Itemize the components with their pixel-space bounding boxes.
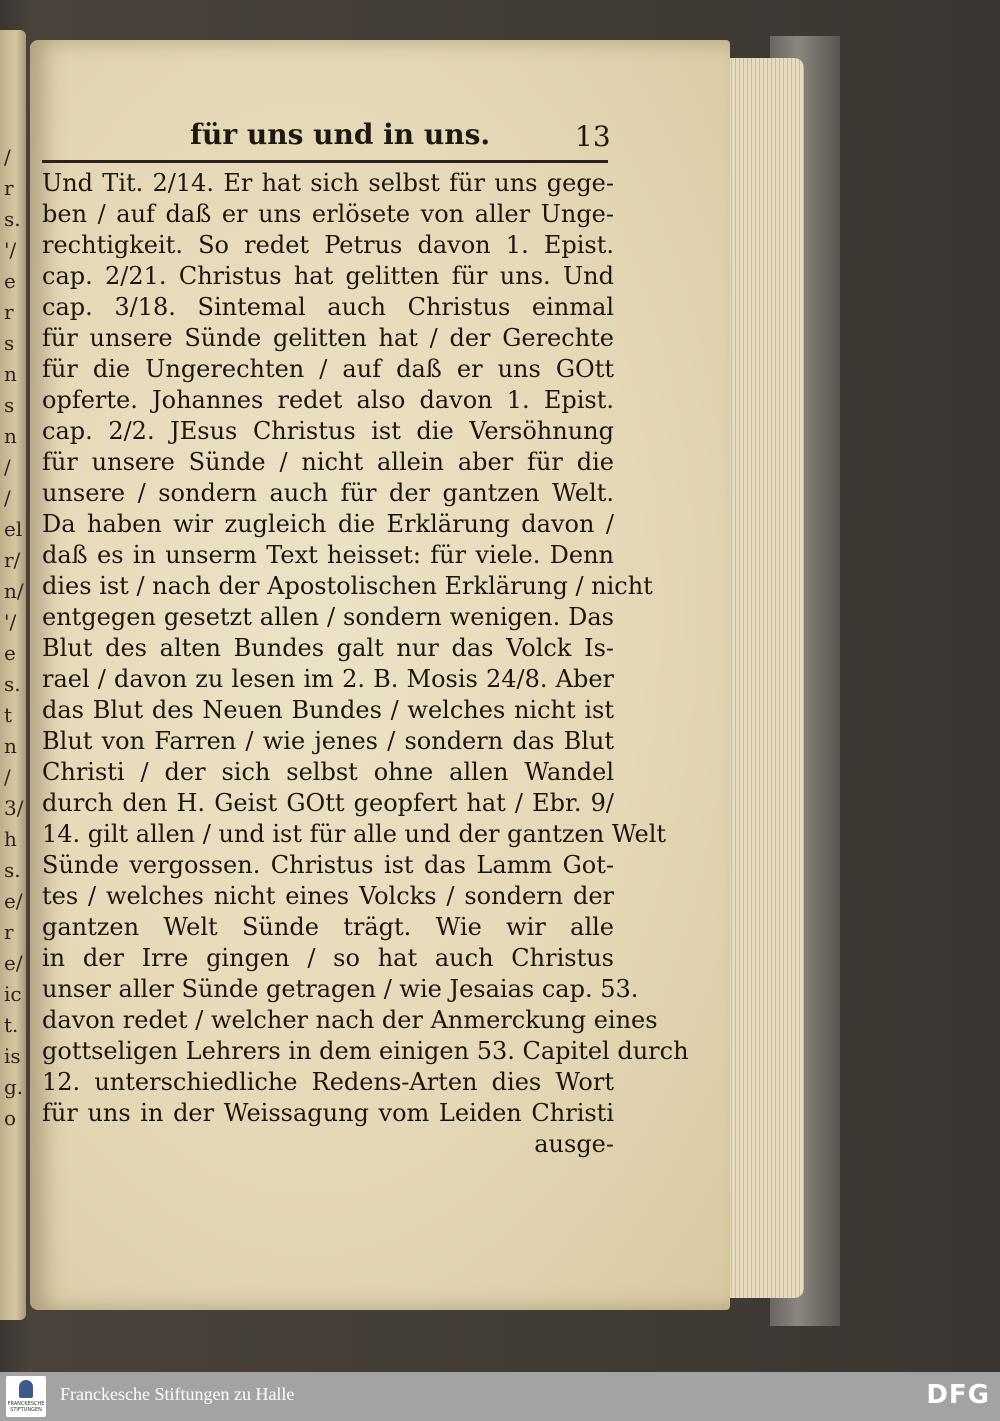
institution-logo <box>6 1376 46 1417</box>
text-line: für unsere Sünde / nicht allein aber für die <box>42 448 614 476</box>
left-page-fragment: r <box>4 920 14 944</box>
text-line: 12. unterschiedliche Redens-Arten dies Wort <box>42 1068 614 1096</box>
left-page-fragment: n <box>4 424 17 448</box>
running-head-title: für uns und in uns. <box>190 118 491 151</box>
left-page-fragment: 3/ <box>4 796 24 820</box>
text-line: rechtigkeit. So redet Petrus davon 1. Epist. <box>42 231 614 259</box>
text-line: Blut des alten Bundes galt nur das Volck Is- <box>42 634 614 662</box>
text-line: tes / welches nicht eines Volcks / sondern der <box>42 882 614 910</box>
text-line: cap. 3/18. Sintemal auch Christus einmal <box>42 293 614 321</box>
left-page-fragment: s. <box>4 858 21 882</box>
left-page-fragment: / <box>4 455 11 479</box>
body-text <box>42 168 689 1160</box>
institution-name: Franckesche Stiftungen zu Halle <box>60 1384 295 1404</box>
left-page-fragment: s. <box>4 207 21 231</box>
left-page-fragment: e <box>4 269 16 293</box>
left-page-fragment: t <box>4 703 13 727</box>
left-page-fragment: el <box>4 517 23 541</box>
text-line: dies ist / nach der Apostolischen Erklärung / nicht <box>42 572 653 600</box>
left-page-fragment: e <box>4 641 16 665</box>
left-page-fragment: n/ <box>4 579 24 603</box>
left-page-fragment: s <box>4 331 15 355</box>
left-page-fragment: / <box>4 145 11 169</box>
text-line: das Blut des Neuen Bundes / welches nicht ist <box>42 696 614 724</box>
running-head <box>30 118 730 162</box>
header-rule <box>42 160 608 163</box>
orphanage-icon <box>19 1380 33 1398</box>
text-line: Christi / der sich selbst ohne allen Wandel <box>42 758 614 786</box>
text-line: Blut von Farren / wie jenes / sondern das Blut <box>42 727 614 755</box>
text-line: Da haben wir zugleich die Erklärung davon / <box>42 510 614 538</box>
text-line: gottseligen Lehrers in dem einigen 53. Capitel durch <box>42 1037 689 1065</box>
text-line: für die Ungerechten / auf daß er uns GOtt <box>42 355 614 383</box>
left-page-fragment: / <box>4 765 11 789</box>
left-page-fragment: s <box>4 393 15 417</box>
left-page-fragment: ic <box>4 982 22 1006</box>
book-page <box>30 40 730 1310</box>
catchword: ausge- <box>534 1130 614 1158</box>
left-page-fragment: o <box>4 1106 17 1130</box>
text-line: 14. gilt allen / und ist für alle und der gantzen Welt <box>42 820 667 848</box>
text-line: gantzen Welt Sünde trägt. Wie wir alle <box>42 913 614 941</box>
dfg-logo: DFG <box>926 1380 990 1410</box>
text-line: unsere / sondern auch für der gantzen Welt. <box>42 479 614 507</box>
left-page-fragment: e/ <box>4 889 23 913</box>
left-page-fragment: n <box>4 362 17 386</box>
text-line: daß es in unserm Text heisset: für viele. Denn <box>42 541 614 569</box>
left-page-fragment: t. <box>4 1013 19 1037</box>
left-page-fragment: h <box>4 827 17 851</box>
left-page-fragment: g. <box>4 1075 24 1099</box>
page-number: 13 <box>575 120 611 153</box>
text-line: cap. 2/2. JEsus Christus ist die Versöhnung <box>42 417 614 445</box>
left-page-fragment: r <box>4 300 14 324</box>
left-page-fragment: r <box>4 176 14 200</box>
left-page-fragment: e/ <box>4 951 23 975</box>
left-facing-page <box>0 30 26 1320</box>
text-line: cap. 2/21. Christus hat gelitten für uns. Und <box>42 262 614 290</box>
left-page-fragment: '/ <box>4 238 17 262</box>
text-line: durch den H. Geist GOtt geopfert hat / Ebr. 9/ <box>42 789 614 817</box>
text-line: für uns in der Weissagung vom Leiden Christi <box>42 1099 614 1127</box>
left-page-fragment: / <box>4 486 11 510</box>
left-page-fragment: s. <box>4 672 21 696</box>
text-line: Sünde vergossen. Christus ist das Lamm Got- <box>42 851 614 879</box>
text-line: entgegen gesetzt allen / sondern wenigen. Das <box>42 603 614 631</box>
text-line: für unsere Sünde gelitten hat / der Gerechte <box>42 324 614 352</box>
left-page-fragment: is <box>4 1044 21 1068</box>
logo-caption: FRANCKESCHE STIFTUNGEN <box>7 1401 45 1413</box>
left-page-fragment: r/ <box>4 548 21 572</box>
text-line: davon redet / welcher nach der Anmerckung eines <box>42 1006 658 1034</box>
text-line: rael / davon zu lesen im 2. B. Mosis 24/8. Aber <box>42 665 614 693</box>
text-line: unser aller Sünde getragen / wie Jesaias cap. 53. <box>42 975 639 1003</box>
text-line: in der Irre gingen / so hat auch Christus <box>42 944 614 972</box>
left-page-fragment: '/ <box>4 610 17 634</box>
left-page-fragment: n <box>4 734 17 758</box>
text-line: Und Tit. 2/14. Er hat sich selbst für uns gege- <box>42 169 614 197</box>
footer-bar <box>0 1372 1000 1421</box>
text-line: ben / auf daß er uns erlösete von aller Unge- <box>42 200 614 228</box>
text-line: opferte. Johannes redet also davon 1. Epist. <box>42 386 614 414</box>
